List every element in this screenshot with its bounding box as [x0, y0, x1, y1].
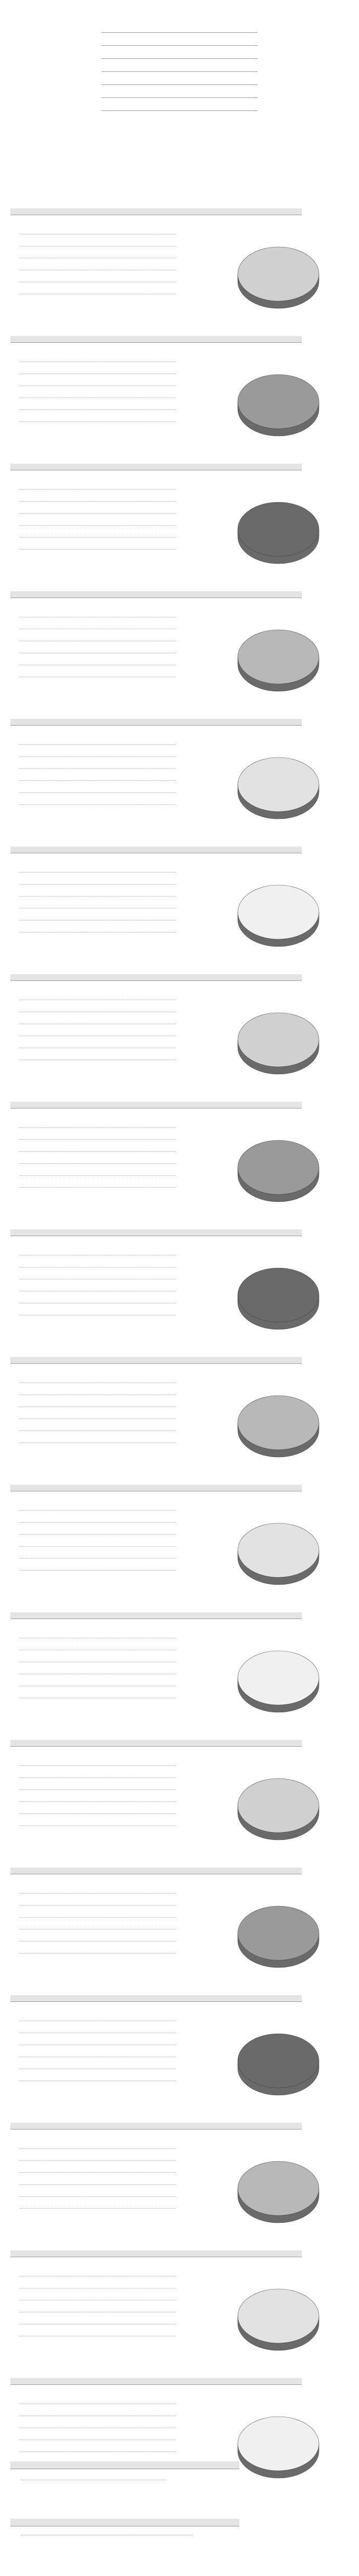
answer-row [20, 1140, 176, 1152]
question-title [10, 974, 302, 981]
answer-row [20, 1918, 176, 1930]
answer-table [20, 2137, 176, 2209]
answer-row [20, 2033, 176, 2045]
question-title [10, 1740, 302, 1747]
question-title [10, 208, 302, 215]
answer-row [20, 733, 176, 745]
question-block [10, 208, 349, 333]
answer-table [20, 605, 176, 677]
pie-chart-svg [219, 1113, 338, 1222]
answer-row [20, 1638, 176, 1650]
answer-row [20, 757, 176, 769]
answer-row [20, 1255, 176, 1267]
pie-top [238, 757, 319, 812]
question-block [10, 1229, 349, 1354]
pie-top [238, 1651, 319, 1705]
answer-row [20, 1128, 176, 1140]
question-block [10, 1995, 349, 2120]
answer-row [20, 1882, 176, 1894]
pie-top [238, 885, 319, 939]
answer-row [20, 222, 176, 234]
pie-chart [219, 1368, 338, 1477]
answer-table [20, 1626, 176, 1698]
answer-table [20, 2009, 176, 2081]
answer-row [20, 2021, 176, 2033]
pie-top [238, 1396, 319, 1450]
answer-table [20, 1754, 176, 1826]
meta-row [101, 59, 258, 72]
pie-chart-svg [219, 2261, 338, 2371]
answer-row [20, 1048, 176, 1060]
answer-row [20, 1930, 176, 1942]
pie-chart-svg [219, 1623, 338, 1733]
answer-row [20, 1754, 176, 1766]
question-title [10, 1612, 302, 1619]
pie-chart [219, 730, 338, 839]
answer-table [20, 861, 176, 932]
answer-table [20, 1371, 176, 1443]
answer-row [20, 641, 176, 653]
answer-row [20, 885, 176, 897]
answer-row [20, 2288, 176, 2300]
pie-top [238, 2289, 319, 2343]
question-body [10, 2006, 349, 2121]
question-block [10, 1357, 349, 1482]
question-title [10, 2378, 302, 2385]
answer-table [20, 988, 176, 1060]
answer-row [20, 282, 176, 294]
pie-chart [219, 1623, 338, 1733]
answer-row [20, 629, 176, 641]
answer-row [20, 617, 176, 629]
answer-row [20, 1036, 176, 1048]
answer-row [20, 1499, 176, 1511]
answer-row [20, 1279, 176, 1291]
question-block [10, 1102, 349, 1227]
answer-row [20, 1778, 176, 1790]
pie-chart [219, 2389, 338, 2498]
answer-row [20, 2057, 176, 2069]
answer-row [20, 1000, 176, 1012]
pie-chart [219, 1113, 338, 1222]
answer-row [20, 2045, 176, 2057]
answer-row [20, 2392, 176, 2404]
answer-row [20, 1267, 176, 1279]
answer-row [20, 490, 176, 502]
question-title [10, 719, 302, 726]
answer-row [20, 1766, 176, 1778]
answer-row [20, 2173, 176, 2185]
question-block [10, 1740, 349, 1865]
question-block [10, 1485, 349, 1610]
answer-row [20, 478, 176, 490]
answer-row [20, 2428, 176, 2440]
pie-chart-svg [219, 730, 338, 839]
answer-row [20, 246, 176, 258]
question-title [10, 464, 302, 470]
question-block [10, 591, 349, 716]
answer-row [20, 2149, 176, 2161]
answer-row [20, 793, 176, 805]
question-title [10, 1995, 302, 2002]
pie-chart-svg [219, 1751, 338, 1860]
pie-chart-svg [219, 1368, 338, 1477]
answer-table [20, 733, 176, 805]
pie-chart [219, 219, 338, 329]
answer-row [20, 350, 176, 362]
answer-row [20, 920, 176, 932]
question-body [10, 1623, 349, 1738]
answer-row [20, 1662, 176, 1674]
answer-row [20, 374, 176, 386]
answer-row [20, 1395, 176, 1407]
question-body [10, 985, 349, 1100]
answer-row [20, 2312, 176, 2324]
pie-top [238, 1268, 319, 1322]
pie-chart-svg [219, 219, 338, 329]
survey-meta-table [101, 32, 258, 111]
pie-chart [219, 2134, 338, 2243]
question-body [10, 1240, 349, 1355]
answer-row [20, 526, 176, 538]
question-block [10, 336, 349, 461]
pie-chart-svg [219, 985, 338, 1094]
question-block [10, 1868, 349, 1993]
answer-row [20, 1419, 176, 1431]
question-body [10, 2261, 349, 2376]
answer-row [20, 514, 176, 526]
answer-row [20, 1894, 176, 1906]
meta-row [101, 33, 258, 46]
pie-chart [219, 1751, 338, 1860]
answer-row [20, 2069, 176, 2081]
question-title [10, 1229, 302, 1236]
answer-row [20, 2276, 176, 2288]
answer-row [20, 1942, 176, 1953]
document-header [0, 0, 359, 21]
pie-top [238, 1778, 319, 1833]
pie-top [238, 1906, 319, 1960]
answer-row [20, 1024, 176, 1036]
comment-section [10, 2461, 349, 2480]
question-title [10, 1485, 302, 1491]
comment-title [10, 2519, 239, 2527]
answer-table [20, 222, 176, 294]
meta-row [101, 72, 258, 85]
answer-table [20, 478, 176, 550]
answer-row [20, 897, 176, 909]
pie-chart-svg [219, 2006, 338, 2115]
question-title [10, 1868, 302, 1874]
answer-row [20, 398, 176, 410]
answer-row [20, 1814, 176, 1826]
answer-row [20, 873, 176, 885]
answer-row [20, 1790, 176, 1802]
pie-chart [219, 1878, 338, 1988]
answer-row [20, 362, 176, 374]
pie-chart-svg [219, 475, 338, 584]
answer-row [20, 2404, 176, 2416]
question-body [10, 219, 349, 334]
answer-row [20, 234, 176, 246]
answer-row [20, 2137, 176, 2149]
comment-line [21, 2530, 193, 2535]
pie-chart [219, 2261, 338, 2371]
question-body [10, 475, 349, 589]
answer-row [20, 745, 176, 757]
answer-table [20, 1116, 176, 1188]
pie-chart-svg [219, 2134, 338, 2243]
answer-table [20, 2392, 176, 2464]
answer-row [20, 1291, 176, 1303]
answer-row [20, 1164, 176, 1176]
answer-row [20, 2416, 176, 2428]
question-body [10, 1751, 349, 1865]
answer-row [20, 1559, 176, 1571]
answer-row [20, 1407, 176, 1419]
answer-row [20, 1906, 176, 1918]
question-body [10, 1113, 349, 1227]
meta-row [101, 85, 258, 98]
pie-chart-svg [219, 1878, 338, 1988]
answer-row [20, 1303, 176, 1315]
question-body [10, 730, 349, 844]
pie-top [238, 375, 319, 429]
pie-chart-svg [219, 1240, 338, 1350]
answer-row [20, 653, 176, 665]
question-body [10, 1496, 349, 1610]
answer-row [20, 2264, 176, 2276]
pie-chart [219, 475, 338, 584]
answer-row [20, 538, 176, 550]
question-title [10, 336, 302, 343]
pie-chart-svg [219, 347, 338, 456]
answer-row [20, 1686, 176, 1698]
question-title [10, 1102, 302, 1109]
answer-row [20, 1650, 176, 1662]
question-body [10, 602, 349, 717]
answer-row [20, 2009, 176, 2021]
answer-row [20, 1802, 176, 1814]
question-title [10, 591, 302, 598]
meta-row [101, 98, 258, 111]
answer-row [20, 502, 176, 514]
question-body [10, 347, 349, 462]
answer-row [20, 1243, 176, 1255]
answer-row [20, 2197, 176, 2209]
answer-row [20, 1176, 176, 1188]
answer-row [20, 861, 176, 873]
pie-chart [219, 1496, 338, 1605]
question-block [10, 974, 349, 1099]
pie-chart [219, 602, 338, 712]
answer-row [20, 1511, 176, 1523]
question-title [10, 1357, 302, 1364]
question-title [10, 847, 302, 853]
pie-chart [219, 347, 338, 456]
answer-row [20, 1674, 176, 1686]
answer-row [20, 2185, 176, 2197]
meta-row [101, 46, 258, 59]
pie-chart [219, 985, 338, 1094]
answer-row [20, 1547, 176, 1559]
question-body [10, 2389, 349, 2504]
answer-row [20, 1152, 176, 1164]
pie-top [238, 502, 319, 556]
pie-chart [219, 857, 338, 967]
pie-chart-svg [219, 1496, 338, 1605]
pie-top [238, 1013, 319, 1067]
answer-row [20, 1535, 176, 1547]
question-body [10, 2134, 349, 2248]
answer-row [20, 909, 176, 920]
question-block [10, 1612, 349, 1737]
question-body [10, 1878, 349, 1993]
question-block [10, 719, 349, 844]
answer-row [20, 270, 176, 282]
answer-row [20, 1371, 176, 1383]
answer-row [20, 1626, 176, 1638]
pie-chart-svg [219, 2389, 338, 2498]
answer-row [20, 2161, 176, 2173]
question-body [10, 1368, 349, 1483]
answer-table [20, 2264, 176, 2336]
question-block [10, 2378, 349, 2503]
answer-row [20, 1431, 176, 1443]
answer-row [20, 1383, 176, 1395]
answer-row [20, 1012, 176, 1024]
pie-chart-svg [219, 602, 338, 712]
answer-row [20, 2324, 176, 2336]
answer-table [20, 1499, 176, 1571]
question-block [10, 847, 349, 972]
comment-section [10, 2519, 349, 2535]
question-title [10, 2250, 302, 2257]
answer-row [20, 410, 176, 422]
pie-chart [219, 2006, 338, 2115]
answer-row [20, 781, 176, 793]
answer-row [20, 665, 176, 677]
answer-row [20, 258, 176, 270]
pie-top [238, 2034, 319, 2088]
pie-chart-svg [219, 857, 338, 967]
pie-top [238, 1523, 319, 1577]
answer-row [20, 2440, 176, 2452]
answer-row [20, 605, 176, 617]
pie-top [238, 247, 319, 301]
question-title [10, 2123, 302, 2130]
answer-row [20, 2300, 176, 2312]
answer-row [20, 1116, 176, 1128]
answer-table [20, 350, 176, 422]
answer-table [20, 1243, 176, 1315]
question-body [10, 857, 349, 972]
comment-line [21, 2474, 166, 2480]
answer-row [20, 988, 176, 1000]
answer-row [20, 1523, 176, 1535]
question-block [10, 2123, 349, 2248]
answer-table [20, 1882, 176, 1953]
answer-row [20, 386, 176, 398]
pie-top [238, 630, 319, 684]
comment-title [10, 2461, 239, 2469]
question-block [10, 464, 349, 589]
question-block [10, 2250, 349, 2375]
pie-top [238, 2161, 319, 2216]
answer-row [20, 769, 176, 781]
pie-chart [219, 1240, 338, 1350]
pie-top [238, 1140, 319, 1194]
